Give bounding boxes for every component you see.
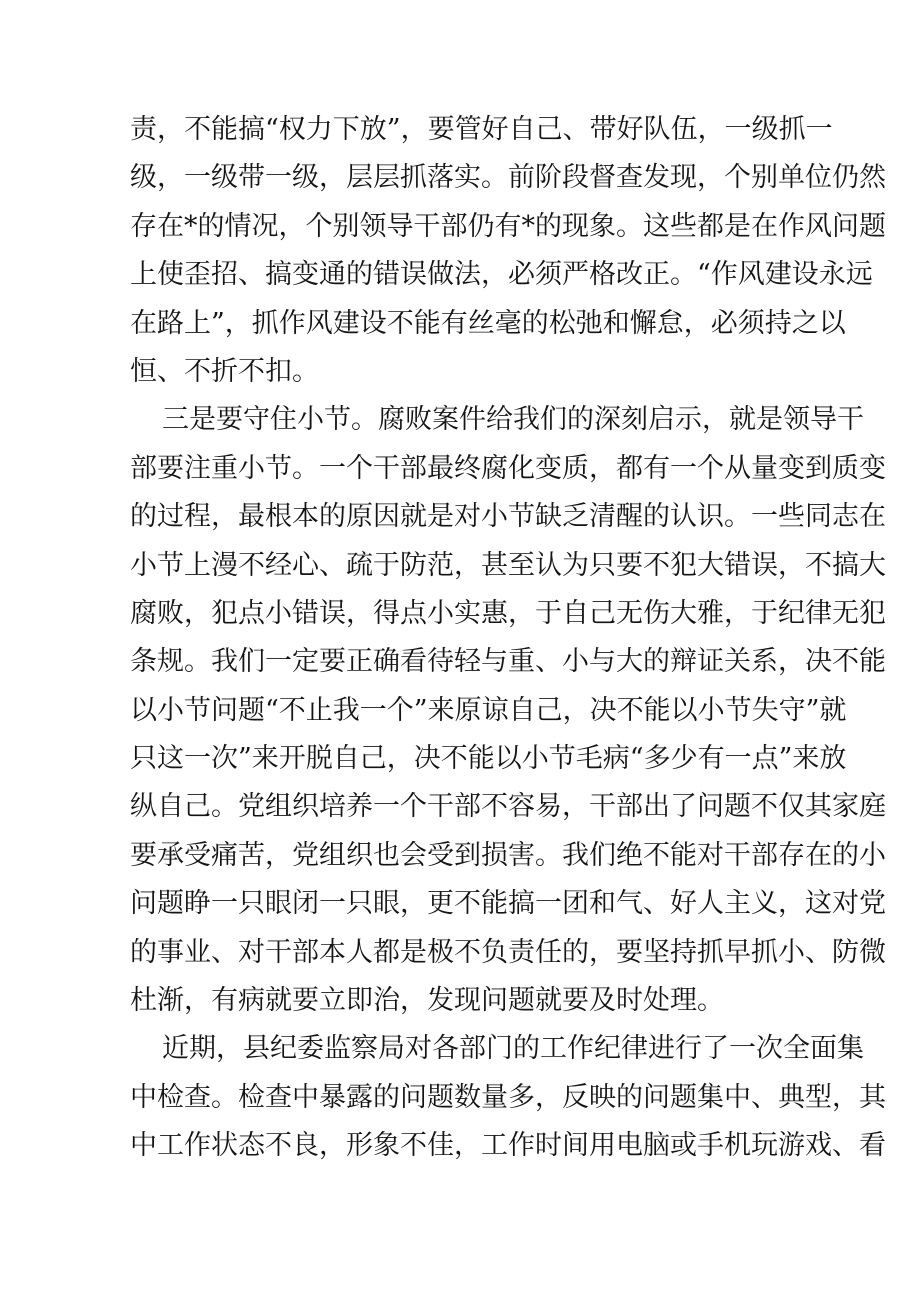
- text-line: 杜渐，有病就要立即治，发现问题就要及时处理。: [130, 985, 724, 1017]
- text-line: 责，不能搞“权力下放”，要管好自己、带好队伍，一级抓一: [130, 114, 833, 145]
- text-line: 中工作状态不良，形象不佳，工作时间用电脑或手机玩游戏、看: [130, 1130, 886, 1162]
- text-line: 恒、不折不扣。: [130, 355, 319, 387]
- text-line: 以小节问题“不止我一个”来原谅自己，决不能以小节失守”就: [130, 694, 847, 726]
- text-line: 纵自己。党组织培养一个干部不容易，干部出了问题不仅其家庭: [130, 791, 886, 823]
- text-line: 腐败，犯点小错误，得点小实惠，于自己无伤大雅，于纪律无犯: [130, 597, 886, 629]
- text-line: 要承受痛苦，党组织也会受到损害。我们绝不能对干部存在的小: [130, 839, 886, 871]
- text-line: 小节上漫不经心、疏于防范，甚至认为只要不犯大错误，不搞大: [130, 549, 886, 581]
- text-line: 只这一次”来开脱自己，决不能以小节毛病“多少有一点”来放: [130, 743, 847, 775]
- text-line: 上使歪招、搞变通的错误做法，必须严格改正。“作风建设永远: [130, 259, 873, 291]
- text-line: 问题睁一只眼闭一只眼，更不能搞一团和气、好人主义，这对党: [130, 888, 886, 920]
- text-line: 级，一级带一级，层层抓落实。前阶段督查发现，个别单位仍然: [130, 162, 886, 194]
- paragraph-start-line: 近期，县纪委监察局对各部门的工作纪律进行了一次全面集: [162, 1033, 864, 1065]
- text-line: 的过程，最根本的原因就是对小节缺乏清醒的认识。一些同志在: [130, 501, 886, 533]
- text-line: 在路上”，抓作风建设不能有丝毫的松弛和懈怠，必须持之以: [130, 307, 846, 339]
- body-text: [130, 106, 886, 1171]
- paragraph-start-line: 三是要守住小节。腐败案件给我们的深刻启示，就是领导干: [162, 404, 864, 436]
- text-line: 的事业、对干部本人都是极不负责任的，要坚持抓早抓小、防微: [130, 936, 886, 968]
- text-line: 存在*的情况，个别领导干部仍有*的现象。这些都是在作风问题: [130, 210, 886, 242]
- text-line: 条规。我们一定要正确看待轻与重、小与大的辩证关系，决不能: [130, 646, 886, 678]
- text-line: 中检查。检查中暴露的问题数量多，反映的问题集中、典型，其: [130, 1081, 886, 1113]
- text-line: 部要注重小节。一个干部最终腐化变质，都有一个从量变到质变: [130, 452, 886, 484]
